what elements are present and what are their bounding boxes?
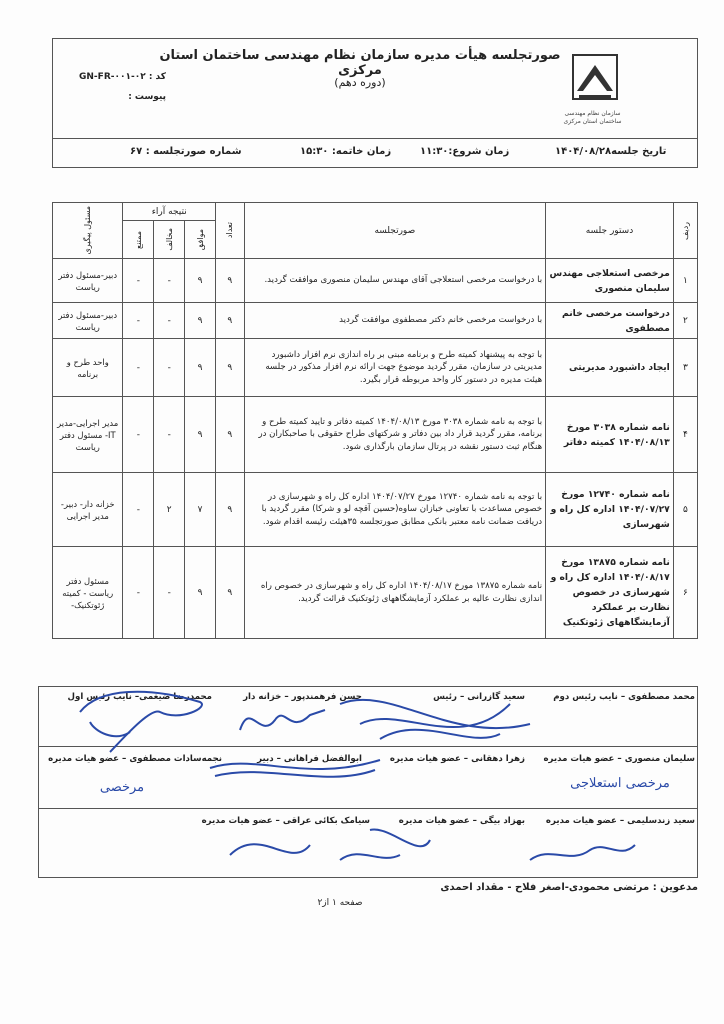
row-responsible: مدیر اجرایی-مدیر IT- مسئول دفتر ریاست xyxy=(53,397,123,473)
row-agree: ۹ xyxy=(185,259,216,303)
logo-caption: سازمان نظام مهندسی ساختمان استان مرکزی xyxy=(563,110,622,125)
row-agree: ۷ xyxy=(185,473,216,547)
form-code: کد : GN-FR-۰۰۱-۰۲ xyxy=(79,72,166,82)
signer-name: بهزاد بیگی – عضو هیات مدیره xyxy=(398,816,525,826)
row-responsible: واحد طرح و برنامه xyxy=(53,339,123,397)
row-agenda: مرخصی استعلاجی مهندس سلیمان منصوری xyxy=(546,259,674,303)
row-responsible: دبیر-مسئول دفتر ریاست xyxy=(53,259,123,303)
row-minutes-text: با توجه به نامه شماره ۱۲۷۴۰ مورخ ۱۴۰۴/۰۷/۲۷ اداره کل راه و شهرسازی در خصوص مساعدت با تعاونی خبازان ساوه(حسین آقچه لو و شرکا) مقرر گردید با دریافت ضمانت نامه معتبر بانکی مطابق صورتجلسه ۳۵هیئت رئیسه اقدام شود. xyxy=(244,473,546,547)
minutes-table xyxy=(52,202,698,639)
signer-name: سیامک بکائی عراقی – عضو هیات مدیره xyxy=(201,816,370,826)
table-row xyxy=(53,339,698,397)
meeting-start-time: زمان شروع:۱۱:۳۰ xyxy=(420,146,510,157)
header-votes: نتیجه آراء xyxy=(123,203,215,221)
invited-attendees: مدعوین : مرتضی محمودی-اصغر فلاح - مقداد احمدی xyxy=(440,882,698,893)
table-row xyxy=(53,473,698,547)
signer-name: ابوالفضل فراهانی – دبیر xyxy=(257,754,362,764)
signature-scribble-icon xyxy=(520,825,640,875)
table-row xyxy=(53,303,698,339)
row-oppose: - xyxy=(154,259,185,303)
signature-scribble-icon xyxy=(220,815,440,875)
row-count: ۹ xyxy=(215,473,244,547)
signature-row-divider xyxy=(38,808,698,809)
row-abstain: - xyxy=(123,473,154,547)
attachment-label: پیوست : xyxy=(128,92,166,102)
header-abstain: ممتنع xyxy=(123,221,154,259)
row-responsible: مسئول دفتر ریاست - کمیته ژئوتکنیک- xyxy=(53,547,123,639)
signer-name: محمدرضا ضیغمی– نایب رئیس اول xyxy=(67,692,212,702)
signer-name: سعید گازرانی – رئیس xyxy=(433,692,525,702)
row-index: ۵ xyxy=(673,473,697,547)
page-subtitle: (دوره دهم) xyxy=(334,76,386,89)
row-index: ۳ xyxy=(673,339,697,397)
row-agenda: نامه شماره ۱۳۸۷۵ مورخ ۱۴۰۴/۰۸/۱۷ اداره کل راه و شهرسازی در خصوص نظارت بر عملکرد آزمایشگاههای ژئوتکنیک xyxy=(546,547,674,639)
header-count: تعداد xyxy=(215,203,244,259)
header-divider xyxy=(52,138,698,139)
header-responsible: مسئول پیگیری xyxy=(53,203,123,259)
row-index: ۲ xyxy=(673,303,697,339)
row-count: ۹ xyxy=(215,397,244,473)
signer-name: محمد مصطفوی – نایب رئیس دوم xyxy=(553,692,695,702)
row-agree: ۹ xyxy=(185,339,216,397)
table-row xyxy=(53,259,698,303)
row-oppose: ۲ xyxy=(154,473,185,547)
row-responsible: دبیر-مسئول دفتر ریاست xyxy=(53,303,123,339)
row-minutes-text: با توجه به پیشنهاد کمیته طرح و برنامه مبنی بر راه اندازی نرم افزار داشبورد مدیریتی در سازمان، مقرر گردید موضوع جهت ارائه نرم افزار مذکور در جلسه هیئت مدیره در دستور کار واحد مربوطه قرار بگیرد. xyxy=(244,339,546,397)
row-oppose: - xyxy=(154,547,185,639)
table-header-row xyxy=(53,203,698,221)
row-abstain: - xyxy=(123,397,154,473)
signer-name: زهرا دهقانی – عضو هیات مدیره xyxy=(389,754,525,764)
row-agree: ۹ xyxy=(185,303,216,339)
handwritten-note: مرخصی استعلاجی xyxy=(570,776,670,791)
handwritten-note: مرخصی xyxy=(99,780,145,795)
row-oppose: - xyxy=(154,303,185,339)
row-agree: ۹ xyxy=(185,547,216,639)
organization-logo-icon xyxy=(565,45,625,115)
row-agenda: نامه شماره ۳۰۳۸ مورخ ۱۴۰۴/۰۸/۱۳ کمیته دفاتر xyxy=(546,397,674,473)
header-oppose: مخالف xyxy=(154,221,185,259)
meeting-end-time: زمان خاتمه: ۱۵:۳۰ xyxy=(300,146,392,157)
header-agree: موافق xyxy=(185,221,216,259)
meeting-date: تاریخ جلسه۱۴۰۴/۰۸/۲۸ xyxy=(555,146,667,157)
minutes-number: شماره صورتجلسه : ۶۷ xyxy=(130,146,242,157)
page-title: صورتجلسه هیأت مدیره سازمان نظام مهندسی ساختمان استان مرکزی xyxy=(159,48,561,78)
row-oppose: - xyxy=(154,339,185,397)
row-minutes-text: با درخواست مرخصی استعلاجی آقای مهندس سلیمان منصوری موافقت گردید. xyxy=(244,259,546,303)
row-count: ۹ xyxy=(215,303,244,339)
row-agenda: ایجاد داشبورد مدیریتی xyxy=(546,339,674,397)
row-index: ۶ xyxy=(673,547,697,639)
page-number: صفحه ۱ از۲ xyxy=(317,898,363,908)
table-row xyxy=(53,547,698,639)
row-index: ۴ xyxy=(673,397,697,473)
header-minutes: صورتجلسه xyxy=(244,203,546,259)
row-count: ۹ xyxy=(215,547,244,639)
signer-name: حسن فرهمندپور – خزانه دار xyxy=(243,692,362,702)
row-count: ۹ xyxy=(215,259,244,303)
header-agenda: دستور جلسه xyxy=(546,203,674,259)
signer-name: سلیمان منصوری – عضو هیات مدیره xyxy=(543,754,695,764)
row-minutes-text: با درخواست مرخصی خانم دکتر مصطفوی موافقت گردید xyxy=(244,303,546,339)
row-abstain: - xyxy=(123,547,154,639)
row-minutes-text: نامه شماره ۱۳۸۷۵ مورخ ۱۴۰۴/۰۸/۱۷ اداره کل راه و شهرسازی در خصوص راه اندازی نظارت عالیه بر عملکرد آزمایشگاههای ژئوتکنیک قرائت گردید. xyxy=(244,547,546,639)
row-agree: ۹ xyxy=(185,397,216,473)
signature-scribble-icon xyxy=(205,748,385,788)
row-oppose: - xyxy=(154,397,185,473)
signer-name: نجمه‌سادات مصطفوی – عضو هیات مدیره xyxy=(48,754,222,764)
row-agenda: نامه شماره ۱۲۷۴۰ مورخ ۱۴۰۴/۰۷/۲۷ اداره کل راه و شهرسازی xyxy=(546,473,674,547)
row-index: ۱ xyxy=(673,259,697,303)
table-row xyxy=(53,397,698,473)
row-abstain: - xyxy=(123,339,154,397)
signature-scribble-icon xyxy=(60,682,220,762)
row-count: ۹ xyxy=(215,339,244,397)
row-abstain: - xyxy=(123,259,154,303)
row-abstain: - xyxy=(123,303,154,339)
signer-name: سعید زندسلیمی – عضو هیات مدیره xyxy=(545,816,695,826)
row-agenda: درخواست مرخصی خانم مصطفوی xyxy=(546,303,674,339)
signature-scribble-icon xyxy=(330,684,540,754)
row-responsible: خزانه دار- دبیر-مدیر اجرایی xyxy=(53,473,123,547)
header-index: ردیف xyxy=(673,203,697,259)
row-minutes-text: با توجه به نامه شماره ۳۰۳۸ مورخ ۱۴۰۴/۰۸/۱۳ کمیته دفاتر و تایید کمیته طرح و برنامه، مقرر گردید قرار داد بین دفاتر و شرکتهای طراح حقوقی با صاحبکاران در هنگام ثبت دستور نقشه در پرتال سازمان بارگذاری شود. xyxy=(244,397,546,473)
